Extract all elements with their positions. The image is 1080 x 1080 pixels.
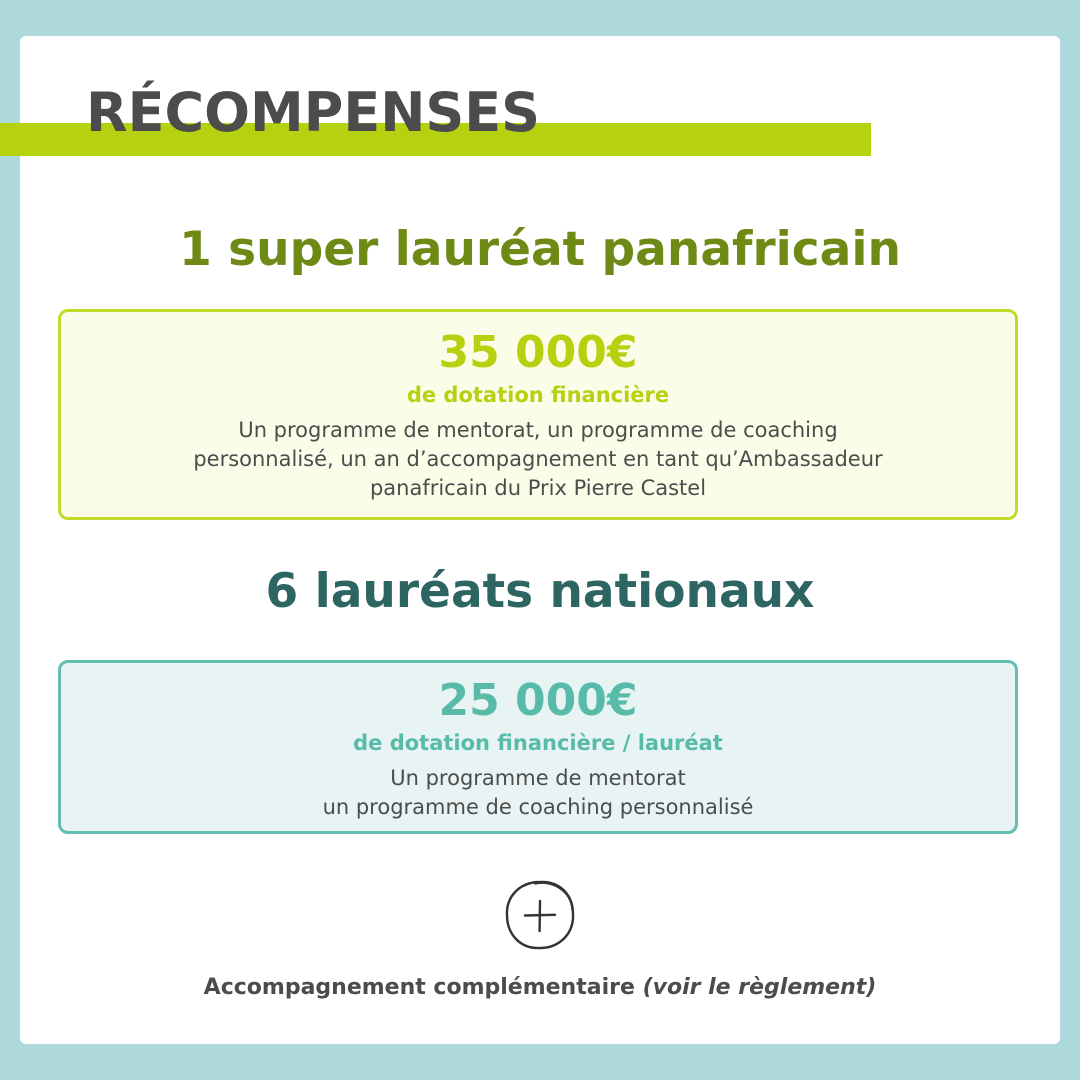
footer-text: Accompagnement complémentaire	[203, 975, 635, 1000]
description-line: un programme de coaching personnalisé	[322, 795, 754, 819]
description-line: personnalisé, un an d’accompagnement en tant qu’Ambassadeur	[193, 447, 883, 471]
super-laureate-subtitle: de dotation financière	[406, 383, 670, 407]
rules-reference: (voir le règlement)	[642, 975, 877, 1000]
national-laureates-heading: 6 lauréats nationaux	[265, 564, 815, 619]
description-line: Un programme de mentorat	[390, 766, 686, 790]
super-laureate-amount: 35 000€	[438, 327, 638, 378]
super-laureate-heading: 1 super lauréat panafricain	[179, 222, 901, 277]
national-laureates-description	[61, 764, 1015, 822]
national-laureates-subtitle: de dotation financière / lauréat	[353, 731, 723, 755]
description-line: panafricain du Prix Pierre Castel	[369, 476, 707, 500]
national-laureates-box	[58, 660, 1018, 834]
super-laureate-description	[61, 416, 1015, 503]
plus-circle-icon	[502, 877, 578, 953]
footer-note	[0, 977, 1080, 999]
super-laureate-box	[58, 309, 1018, 520]
description-line: Un programme de mentorat, un programme de coaching	[238, 418, 838, 442]
page-title: RÉCOMPENSES	[86, 81, 541, 144]
national-laureates-amount: 25 000€	[438, 675, 638, 726]
